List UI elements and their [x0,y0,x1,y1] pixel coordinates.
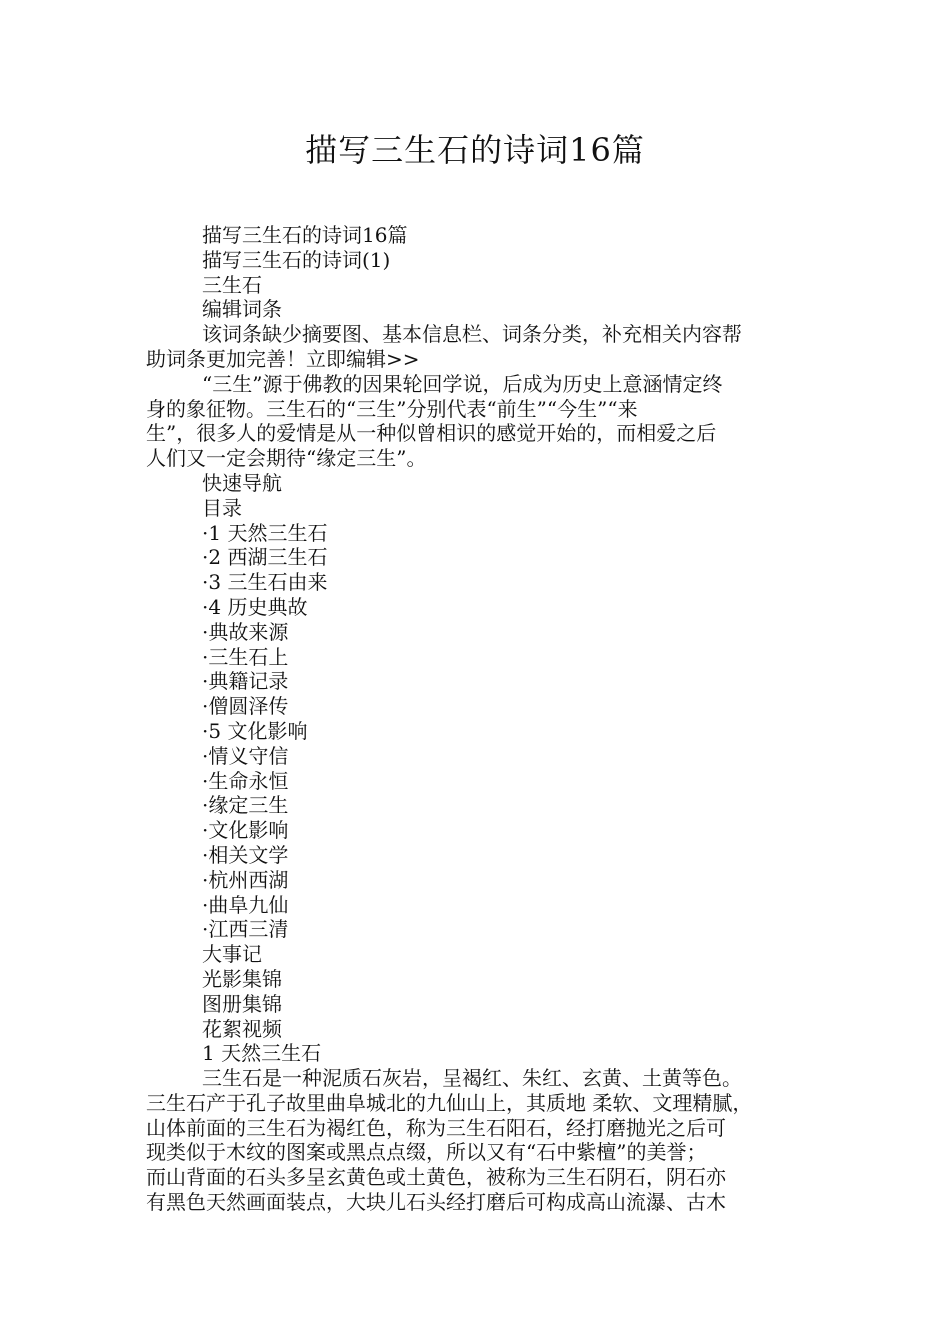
document-title: 描写三生石的诗词16篇 [305,131,645,169]
text-line: ·曲阜九仙 [202,892,289,917]
text-line: 助词条更加完善！立即编辑>> [146,346,420,371]
text-line: 光影集锦 [202,966,282,991]
text-line: 目录 [202,495,242,520]
text-line: 描写三生石的诗词(1) [202,247,391,272]
text-line: ·缘定三生 [202,793,289,818]
text-line: ·相关文学 [202,842,289,867]
text-line: 编辑词条 [202,297,282,322]
text-line: 图册集锦 [202,991,282,1016]
text-line: ·1 天然三生石 [202,520,328,545]
text-line: 快速导航 [202,470,282,495]
text-line: 山体前面的三生石为褐红色，称为三生石阳石，经打磨抛光之后可 [146,1115,726,1140]
text-line: ·2 西湖三生石 [202,545,328,570]
document-body [146,223,806,1215]
text-line: ·生命永恒 [202,768,289,793]
text-line: ·江西三清 [202,917,289,942]
text-line: 三生石是一种泥质石灰岩，呈褐红、朱红、玄黄、土黄等色。 [202,1066,742,1091]
text-line: 描写三生石的诗词16篇 [202,223,408,247]
text-line: ·文化影响 [202,818,289,843]
text-line: 三生石 [202,272,262,297]
text-line: ·典籍记录 [202,669,289,694]
text-line: 该词条缺少摘要图、基本信息栏、词条分类，补充相关内容帮 [202,322,742,347]
text-line: 现类似于木纹的图案或黑点点缀，所以又有“石中紫檀”的美誉； [146,1140,707,1165]
text-line: 而山背面的石头多呈玄黄色或土黄色，被称为三生石阴石，阴石亦 [146,1165,726,1190]
text-line: ·三生石上 [202,644,289,669]
text-line: ·4 历史典故 [202,594,308,619]
text-line: ·典故来源 [202,619,289,644]
text-line: ·僧圆泽传 [202,694,289,719]
text-line: ·3 三生石由来 [202,570,328,595]
text-line: 生”，很多人的爱情是从一种似曾相识的感觉开始的，而相爱之后 [146,421,717,446]
text-line: ·情义守信 [202,743,289,768]
text-line: 身的象征物。三生石的“三生”分别代表“前生”“今生”“来 [146,396,638,421]
text-line: 1 天然三生石 [202,1041,322,1066]
text-line: 有黑色天然画面装点，大块儿石头经打磨后可构成高山流瀑、古木 [146,1190,726,1215]
text-line: 人们又一定会期待“缘定三生”。 [146,446,427,471]
text-line: 三生石产于孔子故里曲阜城北的九仙山上，其质地 柔软、文理精腻， [146,1090,753,1115]
text-line: 花絮视频 [202,1016,282,1041]
text-line: ·5 文化影响 [202,718,308,743]
text-line: ·杭州西湖 [202,867,289,892]
text-line: “三生”源于佛教的因果轮回学说，后成为历史上意涵情定终 [202,371,723,396]
text-line: 大事记 [202,942,262,967]
